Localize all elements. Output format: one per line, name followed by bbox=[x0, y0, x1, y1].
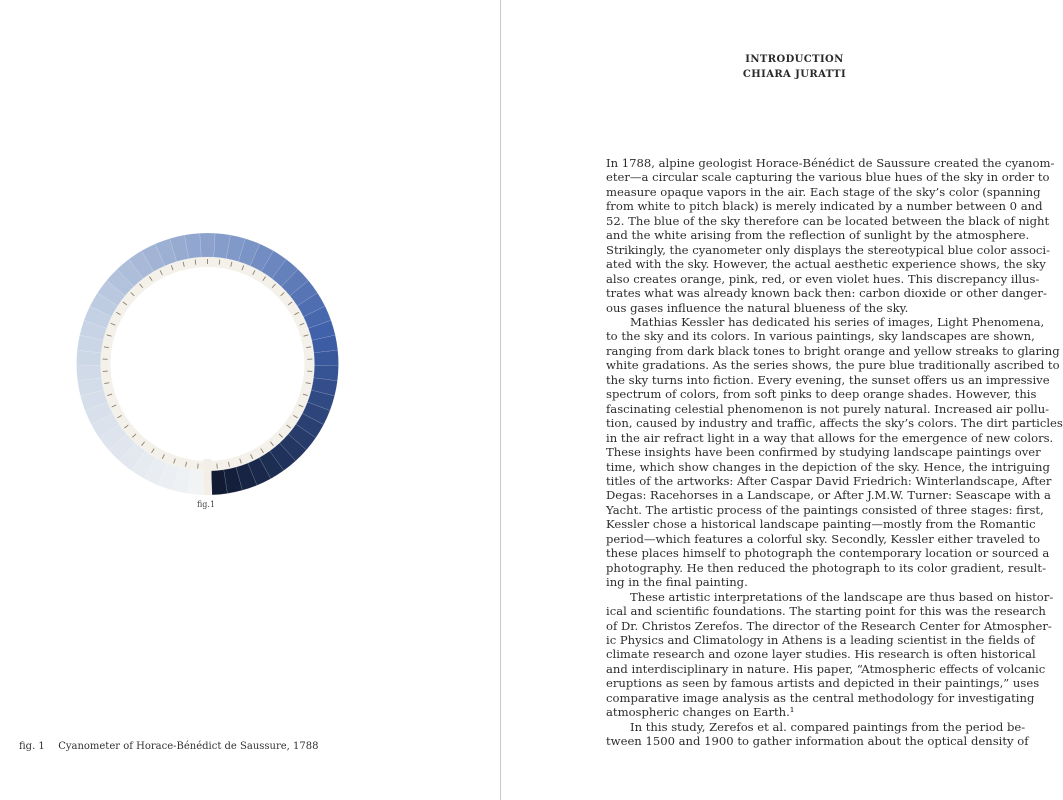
body-line: tion, caused by industry and traffic, affects the sky’s colors. The dirt particles bbox=[606, 416, 1063, 431]
body-line: ing in the final painting. bbox=[606, 575, 748, 590]
body-line: spectrum of colors, from soft pinks to deep orange shades. However, this bbox=[606, 387, 1037, 402]
caption-number: fig. 1 bbox=[19, 741, 45, 752]
figure-label: fig.1 bbox=[196, 500, 216, 509]
body-line: in the air refract light in a way that allows for the emergence of new colors. bbox=[606, 430, 1054, 445]
body-line: ical and scientific foundations. The starting point for this was the research bbox=[606, 604, 1046, 619]
body-line: atmospheric changes on Earth.¹ bbox=[606, 705, 795, 720]
body-line: time, which show changes in the depiction of the sky. Hence, the intriguing bbox=[606, 459, 1050, 474]
body-line: ated with the sky. However, the actual aesthetic experience shows, the sky bbox=[606, 257, 1046, 272]
body-line: tween 1500 and 1900 to gather information about the optical density of bbox=[606, 734, 1029, 749]
cyanometer-ring bbox=[75, 233, 340, 495]
cyanometer-tick bbox=[219, 260, 220, 265]
body-line: measure opaque vapors in the air. Each stage of the sky’s color (spanning bbox=[606, 184, 1041, 199]
body-line: photography. He then reduced the photograph to its color gradient, result- bbox=[606, 560, 1047, 575]
body-line: Strikingly, the cyanometer only displays the stereotypical blue color associ- bbox=[606, 242, 1051, 257]
cyanometer-tick bbox=[195, 260, 196, 265]
cyanometer-paper-band bbox=[106, 262, 310, 466]
heading-author: CHIARA JURATTI bbox=[742, 69, 847, 80]
body-line: eruptions as seen by famous artists and depicted in their paintings,” uses bbox=[606, 676, 1040, 691]
body-line: white gradations. As the series shows, the pure blue traditionally ascribed to bbox=[606, 358, 1060, 373]
body-line: In this study, Zerefos et al. compared paintings from the period be- bbox=[630, 719, 1026, 734]
body-line: of Dr. Christos Zerefos. The director of the Research Center for Atmospher- bbox=[606, 618, 1052, 633]
body-line: ic Physics and Climatology in Athens is a leading scientist in the fields of bbox=[606, 632, 1035, 647]
cyanometer-swatch bbox=[314, 350, 339, 365]
body-line: ranging from dark black tones to bright orange and yellow streaks to glaring bbox=[606, 343, 1060, 358]
body-line: trates what was already known back then: carbon dioxide or other danger- bbox=[606, 286, 1047, 301]
body-line: fascinating celestial phenomenon is not purely natural. Increased air pollu- bbox=[606, 401, 1050, 416]
cyanometer-swatch bbox=[200, 233, 215, 257]
body-line: These artistic interpretations of the landscape are thus based on histor- bbox=[630, 589, 1054, 604]
body-line: eter—a circular scale capturing the various blue hues of the sky in order to bbox=[606, 170, 1050, 185]
body-line: 52. The blue of the sky therefore can be located between the black of night bbox=[606, 213, 1050, 228]
heading-title: INTRODUCTION bbox=[745, 54, 844, 65]
body-line: comparative image analysis as the central methodology for investigating bbox=[606, 690, 1035, 705]
body-line: from white to pitch black) is merely indicated by a number between 0 and bbox=[606, 199, 1043, 214]
body-line: Yacht. The artistic process of the paintings consisted of three stages: first, bbox=[606, 502, 1044, 517]
caption-text: Cyanometer of Horace-Bénédict de Saussure, 1788 bbox=[58, 741, 319, 752]
body-line: Kessler chose a historical landscape painting—mostly from the Romantic bbox=[606, 517, 1036, 532]
cyanometer-figure bbox=[75, 233, 340, 495]
body-line: also creates orange, pink, red, or even violet hues. This discrepancy illus- bbox=[606, 271, 1040, 286]
figure-caption bbox=[19, 741, 318, 752]
page-gutter bbox=[500, 0, 501, 800]
body-text bbox=[606, 156, 1063, 749]
body-line: These insights have been confirmed by studying landscape paintings over bbox=[606, 445, 1041, 460]
body-line: In 1788, alpine geologist Horace-Bénédict de Saussure created the cyanom- bbox=[606, 156, 1055, 170]
cyanometer-join-strip bbox=[204, 459, 212, 495]
body-line: period—which features a colorful sky. Secondly, Kessler either traveled to bbox=[606, 531, 1041, 546]
body-line: and the white arising from the reflection of sunlight by the atmosphere. bbox=[606, 228, 1030, 243]
body-line: Mathias Kessler has dedicated his series of images, Light Phenomena, bbox=[630, 314, 1045, 329]
chapter-heading bbox=[700, 52, 889, 82]
body-line: these places himself to photograph the contemporary location or sourced a bbox=[606, 546, 1050, 561]
body-line: titles of the artworks: After Caspar David Friedrich: Winterlandscape, After bbox=[606, 473, 1052, 488]
body-line: the sky turns into fiction. Every evening, the sunset offers us an impressive bbox=[606, 372, 1050, 387]
body-line: climate research and ozone layer studies. His research is often historical bbox=[606, 647, 1036, 662]
body-line: and interdisciplinary in nature. His paper, “Atmospheric effects of volcanic bbox=[606, 661, 1046, 676]
body-line: to the sky and its colors. In various paintings, sky landscapes are shown, bbox=[606, 329, 1035, 344]
body-line: Degas: Racehorses in a Landscape, or After J.M.W. Turner: Seascape with a bbox=[606, 488, 1051, 503]
body-line: ous gases influence the natural blueness of the sky. bbox=[606, 300, 909, 315]
